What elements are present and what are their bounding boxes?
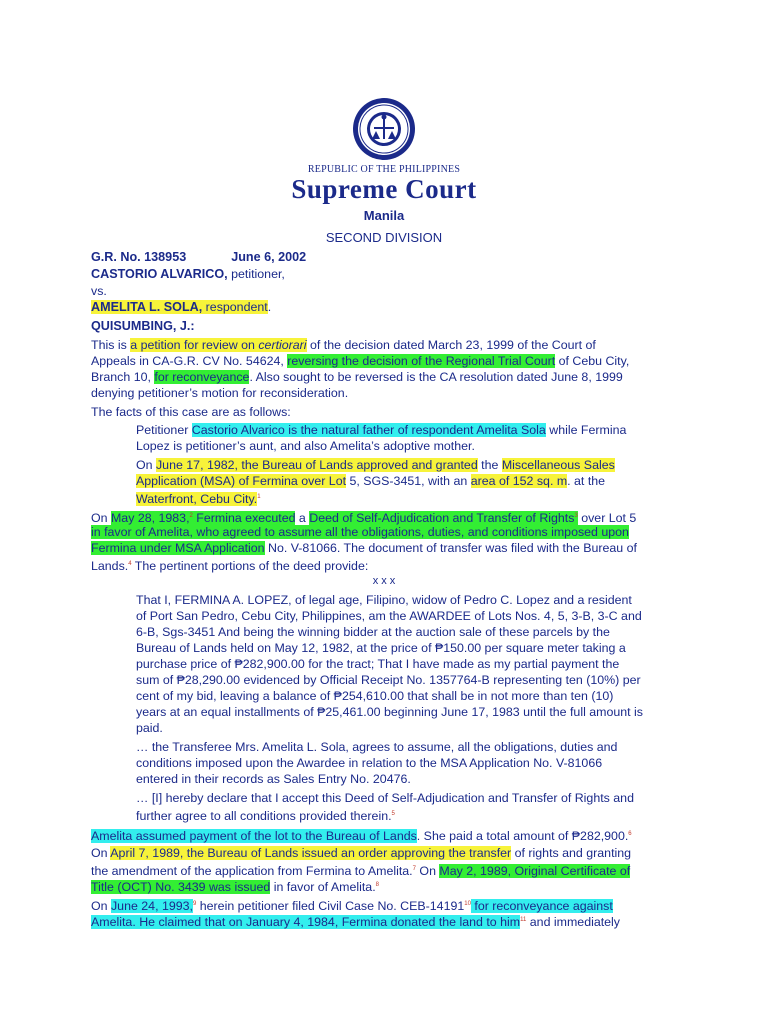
respondent-line: AMELITA L. SOLA, respondent. <box>91 300 272 314</box>
petitioner-name: CASTORIO ALVARICO, <box>91 267 228 281</box>
quote-1-line: sum of ₱28,290.00 evidenced by Official Receipt No. 1357764-B representing ten (10%) per <box>136 673 641 687</box>
republic-heading: REPUBLIC OF THE PHILIPPINES <box>307 164 461 175</box>
paragraph-5-line-1: On May 28, 1983,$^2$ Fermina executed a Deed of Self-Adjudication and Transfer of Rights$^3$ over Lot 5 <box>91 511 637 526</box>
paragraph-7-line-2: the amendment of the application from Fermina to Amelita.$^7$ On May 2, 1989, Original Certificate of <box>91 864 631 879</box>
paragraph-5-line-2: in favor of Amelita, who agreed to assume all the obligations, duties, and conditions imposed upon <box>91 525 629 539</box>
respondent-name: AMELITA L. SOLA, <box>91 300 203 314</box>
footnote-3-link[interactable]: 3 <box>574 513 578 519</box>
footnote-2-link[interactable]: 2 <box>189 513 193 519</box>
quote-1-line: cent of my bid, leaving a balance of ₱254,610.00 that shall be in not more than ten (10) <box>136 689 614 703</box>
footnote-8-link[interactable]: 8 <box>375 882 379 888</box>
gr-number: G.R. No. 138953 <box>91 250 187 264</box>
paragraph-5-line-4: Lands.$^4$ The pertinent portions of the deed provide: <box>91 559 369 574</box>
quote-1-line: years at an equal installments of ₱25,461.00 beginning June 17, 1983 until the full amount is <box>136 705 643 719</box>
paragraph-1-line-2: Appeals in CA-G.R. CV No. 54624, reversing the decision of the Regional Trial Court of Cebu City, <box>91 354 630 368</box>
paragraph-4-line-1: On June 17, 1982, the Bureau of Lands approved and granted the Miscellaneous Sales <box>136 458 615 472</box>
supreme-court-seal-icon <box>352 97 416 161</box>
paragraph-5-line-3: Fermina under MSA Application No. V-81066. The document of transfer was filed with the Bureau of <box>91 541 637 555</box>
paragraph-3-line-2: Lopez is petitioner’s aunt, and also Amelita’s adoptive mother. <box>136 439 475 453</box>
quote-1-line: of Port San Pedro, Cebu City, Philippines, am the AWARDEE of Lots Nos. 4, 5, 3-B, 3-C and <box>136 609 642 623</box>
quote-1-line: paid. <box>136 721 163 735</box>
footnote-11-link[interactable]: 11 <box>520 917 527 923</box>
paragraph-3-line-1: Petitioner Castorio Alvarico is the natural father of respondent Amelita Sola while Fermina <box>136 423 627 437</box>
footnote-1-link[interactable]: 1 <box>257 494 261 500</box>
paragraph-8-line-2: Amelita. He claimed that on January 4, 1984, Fermina donated the land to him$^{11}$ and immediately <box>91 915 621 930</box>
versus: vs. <box>91 284 107 298</box>
petitioner-role: petitioner, <box>227 267 285 281</box>
decision-date: June 6, 2002 <box>231 250 307 264</box>
respondent-role: respondent <box>202 300 268 314</box>
paragraph-2: The facts of this case are as follows: <box>91 405 291 419</box>
quote-1-line: purchase price of ₱282,900.00 for the tract; That I have made as my partial payment the <box>136 657 620 671</box>
paragraph-1-line-1: This is a petition for review on certiorari of the decision dated March 23, 1999 of the Court of <box>91 338 596 352</box>
footnote-7-link[interactable]: 7 <box>412 866 416 872</box>
quote-3-line: … [I] hereby declare that I accept this Deed of Self-Adjudication and Transfer of Rights and <box>136 791 634 805</box>
paragraph-6: Amelita assumed payment of the lot to the Bureau of Lands. She paid a total amount of ₱282,900.$^6$ <box>91 829 632 844</box>
city-heading: Manila <box>363 208 405 223</box>
quote-2-line: entered in their records as Sales Entry No. 20476. <box>136 772 411 786</box>
quote-2-line: conditions imposed upon the Awardee in relation to the MSA Application No. V-81066 <box>136 756 603 770</box>
division-heading: SECOND DIVISION <box>325 230 443 245</box>
quote-1-line: That I, FERMINA A. LOPEZ, of legal age, Filipino, widow of Pedro C. Lopez and a resident <box>136 593 632 607</box>
quote-2-line: … the Transferee Mrs. Amelita L. Sola, agrees to assume, all the obligations, duties and <box>136 740 618 754</box>
quote-1-line: 6-B, Sgs-3451 And being the winning bidder at the auction sale of these parcels by the <box>136 625 610 639</box>
paragraph-1-line-4: denying petitioner’s motion for reconsideration. <box>91 386 349 400</box>
paragraph-1-line-3: Branch 10, for reconveyance. Also sought to be reversed is the CA resolution dated June 8, 1999 <box>91 370 623 384</box>
case-number-line <box>91 249 306 265</box>
footnote-9-link[interactable]: 9 <box>192 901 197 907</box>
paragraph-7-line-3: Title (OCT) No. 3439 was issued in favor of Amelita.$^8$ <box>91 880 379 895</box>
paragraph-8-line-1: On June 24, 1993,$^9$ herein petitioner filed Civil Case No. CEB-14191$^{10}$ for reconveyance against <box>91 899 613 914</box>
footnote-10-link[interactable]: 10 <box>464 901 471 907</box>
quote-1-line: Bureau of Lands held on May 12, 1982, at the price of ₱150.00 per square meter taking a <box>136 641 626 655</box>
footnote-4-link[interactable]: 4 <box>128 561 132 567</box>
footnote-6-link[interactable]: 6 <box>628 831 632 837</box>
ponente: QUISUMBING, J.: <box>91 319 195 333</box>
quote-3-line-2: further agree to all conditions provided therein.$^5$ <box>136 809 395 824</box>
footnote-5-link[interactable]: 5 <box>391 811 395 817</box>
paragraph-4-line-2: Application (MSA) of Fermina over Lot 5, SGS-3451, with an area of 152 sq. m. at the <box>136 474 606 488</box>
ellipsis-separator: x x x <box>372 575 396 587</box>
paragraph-7-line-1: On April 7, 1989, the Bureau of Lands issued an order approving the transfer of rights and granting <box>91 846 632 860</box>
petitioner-line <box>91 266 285 282</box>
paragraph-4-line-3: Waterfront, Cebu City.$^1$ <box>136 492 261 507</box>
court-heading: Supreme Court <box>291 174 477 204</box>
